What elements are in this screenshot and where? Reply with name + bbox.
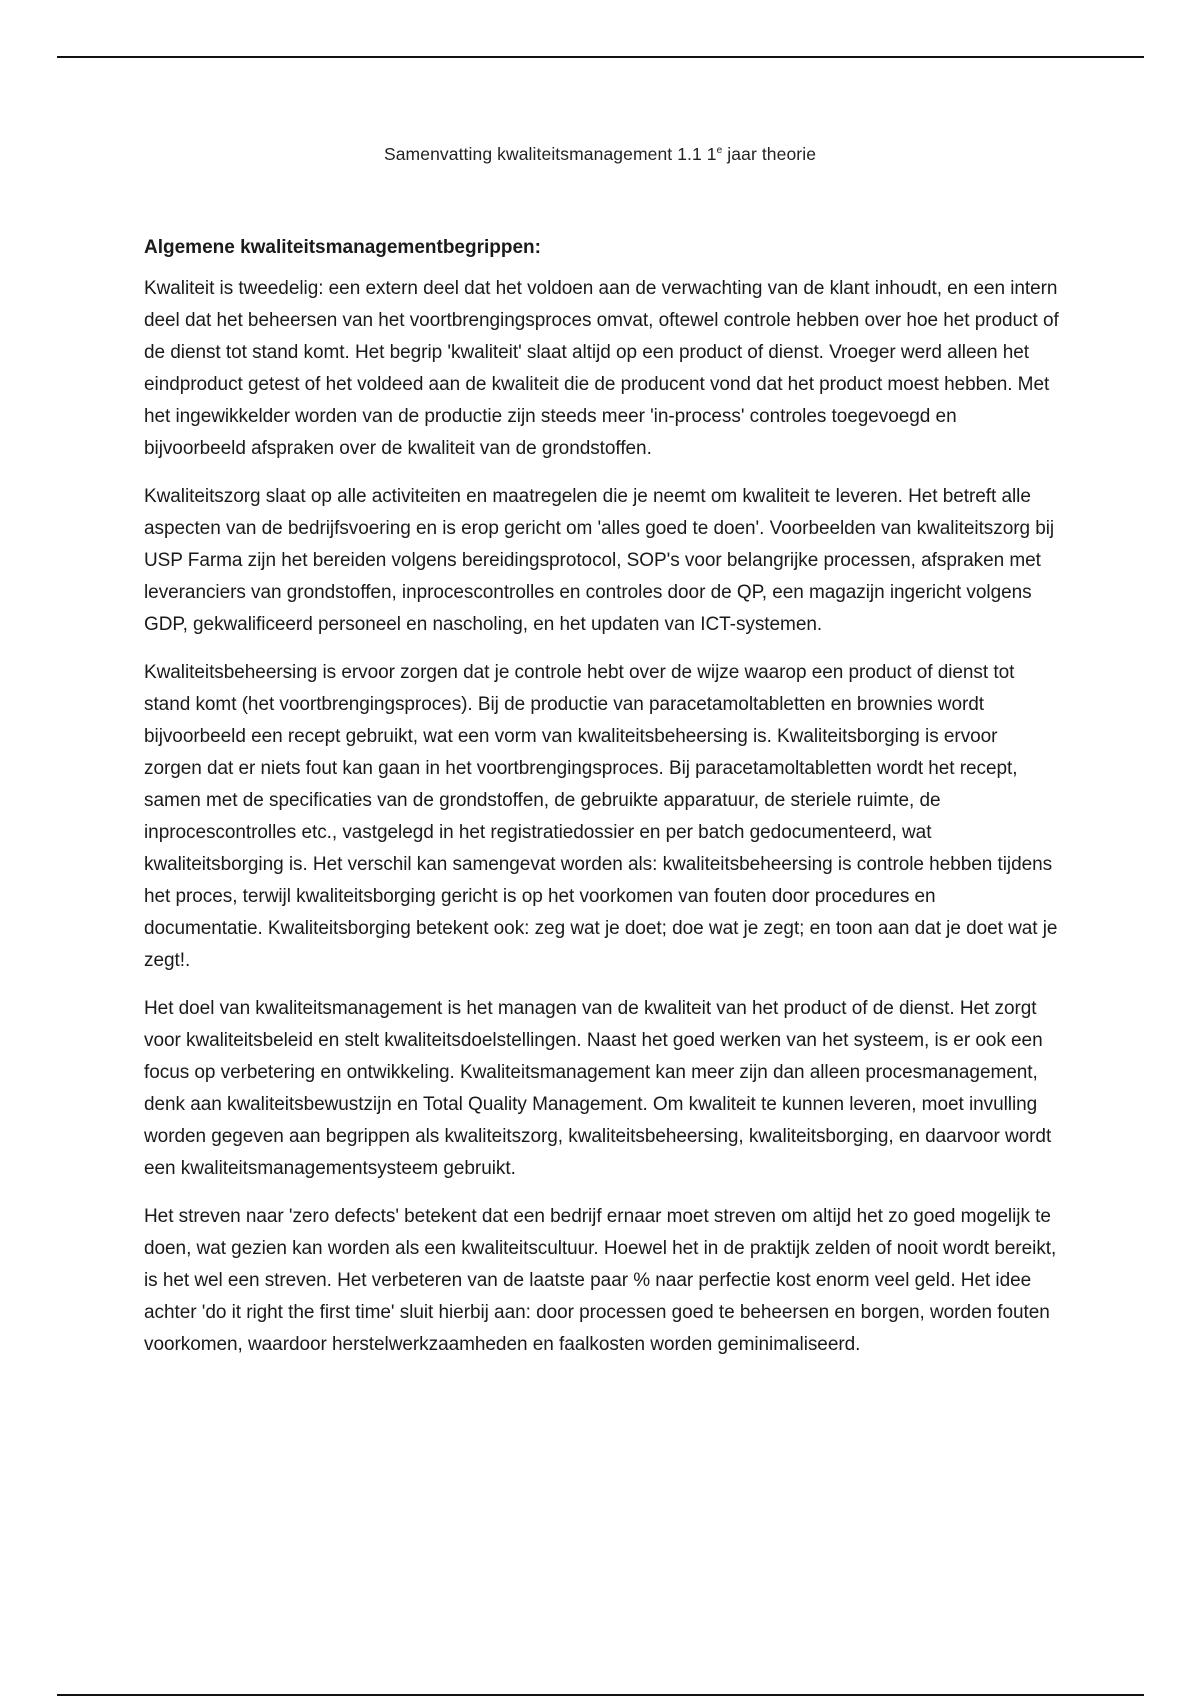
paragraph-zero-defects: Het streven naar 'zero defects' betekent dat een bedrijf ernaar moet streven om altijd het zo goed mogelijk te doen, wat gezien kan worden als een kwaliteitscultuur. Hoewel het in de praktijk zelden of nooit wordt bereikt, is het wel een streven. Het verbeteren van de laatste paar % naar perfectie kost enorm veel geld. Het idee achter 'do it right the first time' sluit hierbij aan: door processen goed te beheersen en borgen, worden fouten voorkomen, waardoor herstelwerkzaamheden en faalkosten worden geminimaliseerd. <box>144 1206 1057 1355</box>
header-title-rest: jaar theorie <box>722 144 817 164</box>
footer-rule <box>57 1694 1144 1696</box>
paragraph-kwaliteit: Kwaliteit is tweedelig: een extern deel dat het voldoen aan de verwachting van de klant inhoudt, en een intern deel dat het beheersen van het voortbrengingsproces omvat, oftewel controle hebben over hoe het product of de dienst tot stand komt. Het begrip 'kwaliteit' slaat altijd op een product of dienst. Vroeger werd alleen het eindproduct getest of het voldeed aan de kwaliteit die de producent vond dat het product moest hebben. Met het ingewikkelder worden van de productie zijn steeds meer 'in-process' controles toegevoegd en bijvoorbeeld afspraken over de kwaliteit van de grondstoffen. <box>144 278 1059 459</box>
page-header <box>0 144 1200 165</box>
section-heading: Algemene kwaliteitsmanagementbegrippen: <box>144 237 541 258</box>
header-title-superscript: e <box>716 145 723 157</box>
paragraph-kwaliteitszorg: Kwaliteitszorg slaat op alle activiteiten en maatregelen die je neemt om kwaliteit te leveren. Het betreft alle aspecten van de bedrijfsvoering en is erop gericht om 'alles goed te doen'. Voorbeelden van kwaliteitszorg bij USP Farma zijn het bereiden volgens bereidingsprotocol, SOP's voor belangrijke processen, afspraken met leveranciers van grondstoffen, inprocescontrolles en controles door de QP, een magazijn ingericht volgens GDP, gekwalificeerd personeel en nascholing, en het updaten van ICT-systemen. <box>144 486 1055 635</box>
paragraph-kwaliteitsmanagement: Het doel van kwaliteitsmanagement is het managen van de kwaliteit van het product of de dienst. Het zorgt voor kwaliteitsbeleid en stelt kwaliteitsdoelstellingen. Naast het goed werken van het systeem, is er ook een focus op verbetering en ontwikkeling. Kwaliteitsmanagement kan meer zijn dan alleen procesmanagement, denk aan kwaliteitsbewustzijn en Total Quality Management. Om kwaliteit te kunnen leveren, moet invulling worden gegeven aan begrippen als kwaliteitszorg, kwaliteitsbeheersing, kwaliteitsborging, en daarvoor wordt een kwaliteitsmanagementsysteem gebruikt. <box>144 998 1052 1179</box>
paragraph-kwaliteitsbeheersing: Kwaliteitsbeheersing is ervoor zorgen dat je controle hebt over de wijze waarop een product of dienst tot stand komt (het voortbrengingsproces). Bij de productie van paracetamoltabletten en brownies wordt bijvoorbeeld een recept gebruikt, wat een vorm van kwaliteitsbeheersing is. Kwaliteitsborging is ervoor zorgen dat er niets fout kan gaan in het voortbrengingsproces. Bij paracetamoltabletten wordt het recept, samen met de specificaties van de grondstoffen, de gebruikte apparatuur, de steriele ruimte, de inprocescontrolles etc., vastgelegd in het registratiedossier en per batch gedocumenteerd, wat kwaliteitsborging is. Het verschil kan samengevat worden als: kwaliteitsbeheersing is controle hebben tijdens het proces, terwijl kwaliteitsborging gericht is op het voorkomen van fouten door procedures en documentatie. Kwaliteitsborging betekent ook: zeg wat je doet; doe wat je zegt; en toon aan dat je doet wat je zegt!. <box>144 662 1058 971</box>
header-title-main: Samenvatting kwaliteitsmanagement 1.1 1 <box>383 144 717 164</box>
header-rule <box>57 56 1144 58</box>
document-body <box>144 232 1059 1377</box>
